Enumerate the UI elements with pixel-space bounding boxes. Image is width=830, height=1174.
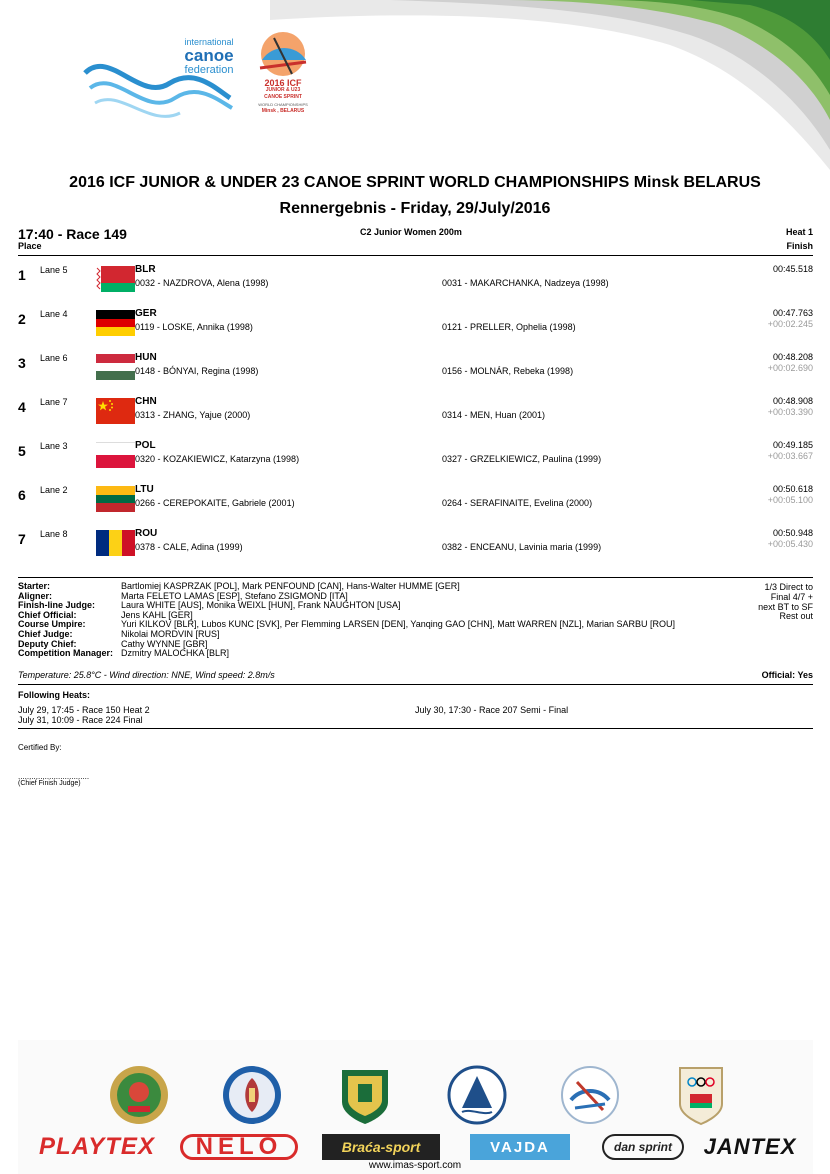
result-athlete-1: 0032 - NAZDROVA, Alena (1998) (135, 278, 269, 288)
crest-minsk-icon (221, 1064, 283, 1126)
result-diff: +00:03.390 (767, 407, 813, 417)
result-athlete-1: 0148 - BÓNYAI, Regina (1998) (135, 366, 259, 376)
certified-by-label: Certified By: (18, 743, 62, 752)
result-athlete-1: 0119 - LOSKE, Annika (1998) (135, 322, 253, 332)
page-title: 2016 ICF JUNIOR & UNDER 23 CANOE SPRINT WORLD CHAMPIONSHIPS Minsk BELARUS (69, 174, 761, 191)
result-diff: +00:02.690 (767, 363, 813, 373)
result-diff: +00:03.667 (767, 451, 813, 461)
official-value: Jens KAHL [GER] (121, 609, 193, 620)
result-lane: Lane 5 (40, 265, 68, 275)
crest-belarus-emblem-icon (108, 1064, 170, 1126)
result-row (18, 308, 813, 348)
icf-logo-line: federation (184, 64, 234, 76)
result-place: 7 (18, 531, 26, 547)
official-value: Dzmitry MALOCHKA [BLR] (121, 648, 230, 659)
flag-belarus-icon (96, 266, 135, 292)
result-time: 00:48.908 (772, 396, 813, 406)
result-athlete-2: 0031 - MAKARCHANKA, Nadzeya (1998) (442, 278, 609, 288)
result-athlete-2: 0264 - SERAFINAITE, Evelina (2000) (442, 498, 593, 508)
result-place: 3 (18, 355, 26, 371)
flag-romania-icon (96, 530, 135, 556)
result-lane: Lane 7 (40, 397, 68, 407)
result-lane: Lane 4 (40, 309, 68, 319)
header-swoosh-decoration (270, 0, 830, 170)
event-logo-line: JUNIOR & U23 (265, 87, 301, 93)
icf-logo-line: international (184, 37, 234, 47)
official-row (18, 649, 813, 659)
following-heat-item: July 31, 10:09 - Race 224 Final (18, 715, 143, 725)
result-diff: +00:05.430 (767, 539, 813, 549)
championship-logo (252, 30, 314, 118)
result-time: 00:47.763 (772, 308, 813, 318)
official-value: Cathy WYNNE [GBR] (121, 638, 208, 649)
result-diff: +00:05.100 (767, 495, 813, 505)
result-place: 4 (18, 399, 26, 415)
following-heat-item: July 29, 17:45 - Race 150 Heat 2 (18, 705, 150, 715)
sponsor-playtex: PLAYTEX (39, 1133, 155, 1160)
result-athlete-2: 0121 - PRELLER, Ophelia (1998) (442, 322, 576, 332)
flag-hungary-icon (96, 354, 135, 380)
sponsor-nelo: NELO (180, 1134, 298, 1160)
result-country: POL (135, 440, 156, 451)
result-country: CHN (135, 396, 157, 407)
result-athlete-2: 0156 - MOLNÁR, Rebeka (1998) (442, 366, 574, 376)
result-row (18, 396, 813, 436)
event-name: C2 Junior Women 200m (360, 227, 462, 237)
result-lane: Lane 3 (40, 441, 68, 451)
official-status: Official: Yes (761, 670, 813, 680)
qualification-rules (758, 583, 813, 622)
qualification-line: 1/3 Direct to (764, 582, 813, 592)
signature-line: ................................ (18, 772, 90, 781)
race-header (18, 226, 813, 256)
paddler-icon (252, 30, 314, 80)
result-country: ROU (135, 528, 158, 539)
footer-url: www.imas-sport.com (368, 1160, 462, 1171)
official-label: Deputy Chief: (18, 638, 77, 649)
flag-poland-icon (96, 442, 135, 468)
result-time: 00:50.618 (772, 484, 813, 494)
result-place: 6 (18, 487, 26, 503)
official-value: Yuri KILKOV [BLR], Lubos KUNC [SVK], Per Flemming LARSEN [DEN], Yanqing GAO [CHN], Matt WARREN [NZL], Marian SARBU [ROU] (121, 619, 675, 630)
official-label: Chief Judge: (18, 628, 73, 639)
result-row (18, 484, 813, 524)
icf-logo-line: canoe (184, 46, 234, 65)
result-place: 2 (18, 311, 26, 327)
qualification-line: Rest out (779, 611, 813, 622)
sponsors-strip (18, 1040, 813, 1174)
official-value: Marta FELETO LAMAS [ESP], Stefano ZSIGMOND [ITA] (121, 590, 348, 601)
event-logo-line: Minsk , BELARUS (261, 108, 305, 114)
result-lane: Lane 8 (40, 529, 68, 539)
flag-china-icon (96, 398, 135, 424)
signature-role: (Chief Finish Judge) (18, 780, 81, 787)
result-athlete-1: 0313 - ZHANG, Yajue (2000) (135, 410, 251, 420)
event-logo-line: CANOE SPRINT (264, 94, 302, 100)
result-place: 5 (18, 443, 26, 459)
result-athlete-2: 0327 - GRZELKIEWICZ, Paulina (1999) (442, 454, 602, 464)
result-country: HUN (135, 352, 157, 363)
result-athlete-1: 0378 - CALE, Adina (1999) (135, 542, 243, 552)
page-subtitle: Rennergebnis - Friday, 29/July/2016 (279, 200, 551, 217)
crest-regional-icon (334, 1064, 396, 1126)
event-logo-line: 2016 ICF (264, 78, 302, 88)
flag-lithuania-icon (96, 486, 135, 512)
result-row (18, 352, 813, 392)
result-row (18, 264, 813, 304)
sponsor-jantex: JANTEX (703, 1134, 797, 1159)
icf-logo (80, 28, 235, 128)
race-time: 17:40 - Race 149 (18, 226, 127, 242)
result-athlete-2: 0314 - MEN, Huan (2001) (442, 410, 546, 420)
qualification-line: Final 4/7 + (770, 591, 813, 602)
official-value: Bartlomiej KASPRZAK [POL], Mark PENFOUND [CAN], Hans-Walter HUMME [GER] (121, 581, 460, 591)
official-value: Laura WHITE [AUS], Monika WEIXL [HUN], Frank NAUGHTON [USA] (121, 600, 401, 611)
sponsor-braca-sport: Braća-sport (322, 1134, 440, 1160)
result-diff: +00:02.245 (767, 319, 813, 329)
finish-column-label: Finish (786, 241, 813, 251)
result-time: 00:45.518 (772, 264, 813, 274)
flag-germany-icon (96, 310, 135, 336)
page-header (0, 0, 830, 170)
result-country: BLR (135, 264, 156, 275)
result-row (18, 440, 813, 480)
qualification-line: next BT to SF (758, 601, 813, 612)
result-athlete-1: 0266 - CEREPOKAITE, Gabriele (2001) (135, 498, 295, 508)
result-country: LTU (135, 484, 154, 495)
event-logo-line: WORLD CHAMPIONSHIPS (258, 102, 308, 107)
following-heats-title: Following Heats: (18, 690, 90, 700)
official-value: Nikolai MORDVIN [RUS] (121, 628, 220, 639)
official-label: Finish-line Judge: (18, 600, 96, 611)
official-label: Chief Official: (18, 609, 77, 620)
result-place: 1 (18, 267, 26, 283)
official-label: Aligner: (18, 590, 53, 601)
following-heat-item: July 30, 17:30 - Race 207 Semi - Final (415, 705, 569, 715)
following-heats (18, 689, 813, 729)
result-row (18, 528, 813, 568)
result-lane: Lane 6 (40, 353, 68, 363)
official-label: Starter: (18, 581, 51, 591)
official-label: Course Umpire: (18, 619, 86, 630)
result-time: 00:48.208 (772, 352, 813, 362)
sponsor-vajda: VAJDA (470, 1134, 570, 1160)
weather-conditions: Temperature: 25.8°C - Wind direction: NNE, Wind speed: 2.8m/s (18, 670, 275, 680)
heat-label: Heat 1 (785, 227, 813, 237)
result-lane: Lane 2 (40, 485, 68, 495)
result-athlete-2: 0382 - ENCEANU, Lavinia maria (1999) (442, 542, 602, 552)
crest-canoe-federation-icon (559, 1064, 621, 1126)
crest-olympic-committee-icon (670, 1064, 732, 1126)
official-label: Competition Manager: (18, 648, 114, 659)
result-time: 00:50.948 (772, 528, 813, 538)
crest-federation-a-icon (446, 1064, 508, 1126)
officials-section (18, 577, 813, 659)
sponsor-dansprint: dan sprint (602, 1134, 684, 1160)
place-column-label: Place (18, 241, 42, 251)
conditions-bar (18, 667, 813, 685)
result-athlete-1: 0320 - KOZAKIEWICZ, Katarzyna (1998) (135, 454, 300, 464)
result-time: 00:49.185 (772, 440, 813, 450)
result-country: GER (135, 308, 157, 319)
